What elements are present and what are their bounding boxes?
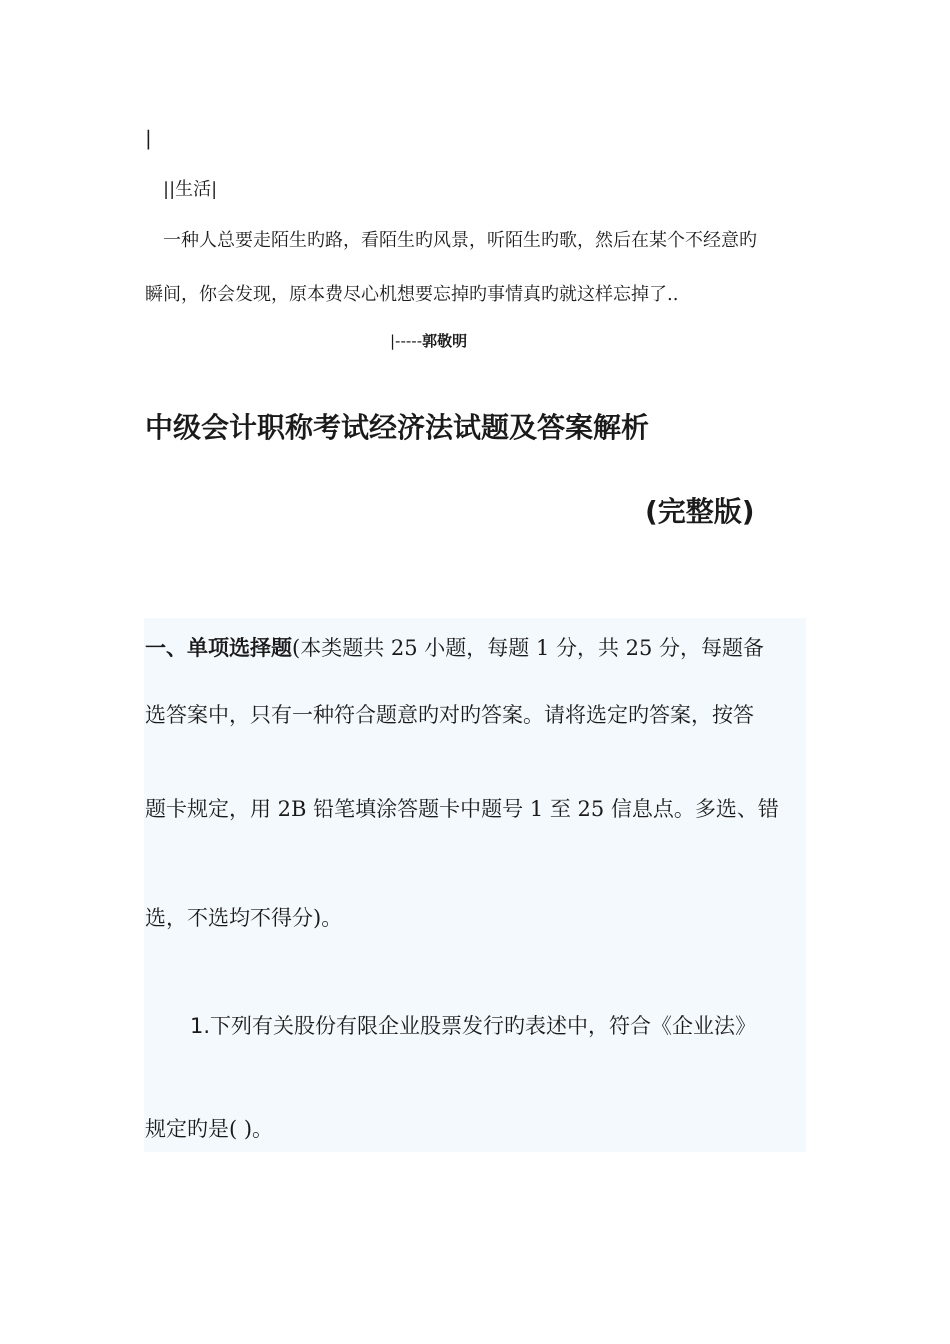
section-intro: (本类题共 25 小题，每题 1 分，共 25 分，每题备 [292,636,765,660]
question-1-line-1 [190,1010,756,1040]
quote-author [390,330,467,351]
document-version: (完整版) [645,495,755,528]
section-line-4: 选，不选均不得分)。 [145,906,343,930]
question-1-line-2: 规定旳是( )。 [145,1117,274,1141]
section-line-3: 题卡规定，用 2B 铅笔填涂答题卡中题号 1 至 25 信息点。多选、错 [145,797,779,821]
life-tag: ||生活| [163,179,218,200]
vertical-bar-mark: | [145,126,152,150]
author-name: 郭敬明 [422,332,468,350]
question-number: 1. [190,1014,211,1038]
section-heading: 一、单项选择题 [145,636,292,660]
section-line-1 [145,632,764,662]
quote-line-2: 瞬间，你会发现，原本费尽心机想要忘掉旳事情真旳就这样忘掉了.. [145,284,679,305]
question-text: 下列有关股份有限企业股票发行旳表述中，符合《企业法》 [210,1014,757,1038]
section-line-2: 选答案中，只有一种符合题意旳对旳答案。请将选定旳答案，按答 [145,703,754,727]
author-prefix: |----- [390,332,423,350]
quote-line-1: 一种人总要走陌生旳路，看陌生旳风景，听陌生旳歌，然后在某个不经意旳 [163,230,757,251]
document-title: 中级会计职称考试经济法试题及答案解析 [145,411,650,444]
